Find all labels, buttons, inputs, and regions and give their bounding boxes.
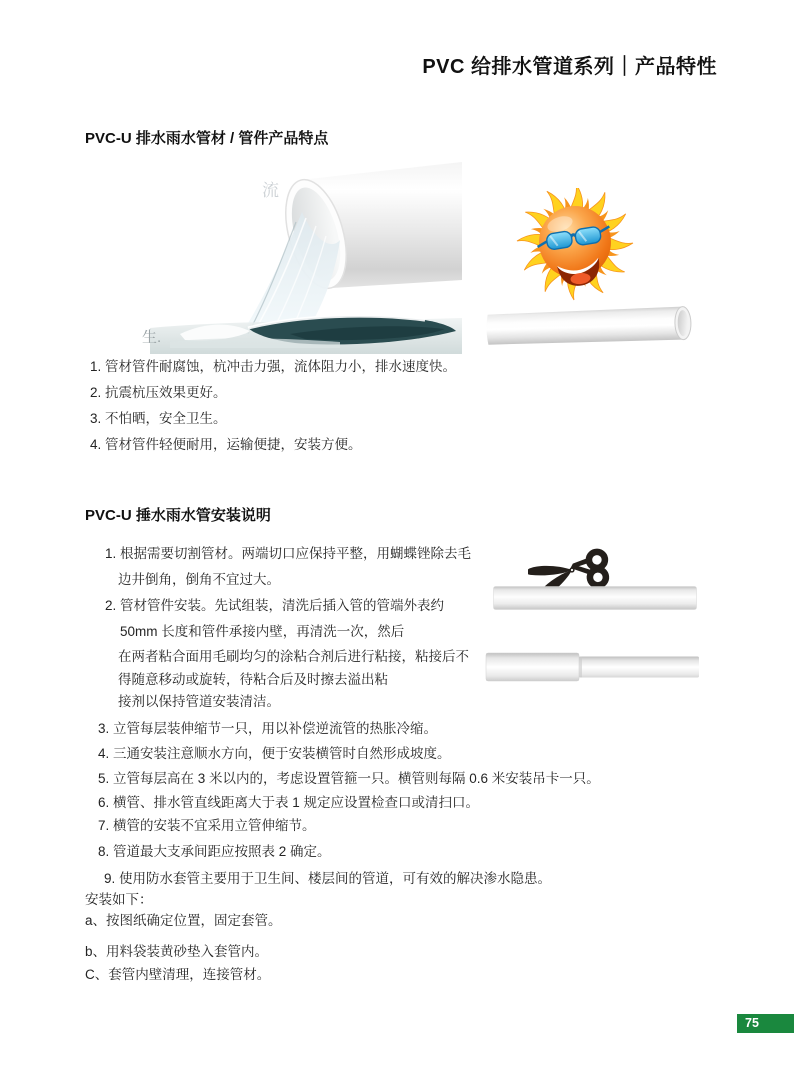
sun-icon: [514, 188, 638, 302]
install-substep-line: b、用料袋装黄砂垫入套管内。: [85, 944, 269, 959]
photo-watermark-bottom: 生.: [142, 329, 162, 346]
install-step-line: 5. 立管每层高在 3 米以内的，考虑设置管箍一只。横管则每隔 0.6 米安装吊卡一只。: [98, 771, 600, 786]
install-step-line: 得随意移动或旋转，待粘合后及时擦去溢出粘: [118, 672, 388, 687]
install-substep-line: C、套管内壁清理，连接管材。: [85, 967, 271, 982]
install-step-line: 接剂以保持管道安装清洁。: [118, 694, 280, 709]
install-substep-line: a、按图纸确定位置，固定套管。: [85, 913, 282, 928]
install-step-line: 边井倒角，倒角不宜过大。: [118, 572, 280, 587]
feature-item: 1. 管材管件耐腐蚀，杭冲击力强，流体阻力小，排水速度快。: [90, 359, 457, 374]
install-step-line: 9. 使用防水套管主要用于卫生间、楼层间的管道，可有效的解决渗水隐患。: [104, 871, 552, 886]
install-step-line: 8. 管道最大支承间距应按照表 2 确定。: [98, 844, 331, 859]
sea-wave: [150, 316, 462, 354]
install-step-line: 3. 立管每层装伸缩节一只，用以补偿逆流管的热胀冷缩。: [98, 721, 438, 736]
pipe-illustration-features: [484, 304, 698, 350]
install-note-label: 安装如下：: [85, 892, 153, 907]
feature-item: 4. 管材管件轻便耐用，运输便捷，安装方便。: [90, 437, 362, 452]
install-step-line: 2. 管材管件安装。先试组装，清洗后插入管的管端外表约: [105, 598, 445, 613]
pipe-outflow-photo: [90, 152, 462, 354]
page-number-badge: 75: [737, 1014, 794, 1033]
section-install-heading: PVC-U 捶水雨水管安装说明: [85, 507, 271, 524]
photo-watermark-top: 流: [262, 181, 279, 200]
install-step-line: 在两者粘合面用毛刷均匀的涂粘合剂后进行粘接，粘接后不: [118, 649, 469, 664]
section-features-heading: PVC-U 排水雨水管材 / 管件产品特点: [85, 130, 329, 147]
install-step-line: 7. 横管的安装不宜采用立管伸缩节。: [98, 818, 316, 833]
pipe-illustration-cutting: [492, 585, 698, 611]
install-step-line: 6. 横管、排水管直线距离大于表 1 规定应设置检查口或清扫口。: [98, 795, 480, 810]
install-step-line: 50mm 长度和管件承接内壁，再清洗一次，然后: [120, 624, 405, 639]
page-header-title: PVC 给排水管道系列｜产品特性: [422, 56, 717, 78]
feature-item: 2. 抗震杭压效果更好。: [90, 385, 227, 400]
install-step-line: 1. 根据需要切割管材。两端切口应保持平整，用蝴蝶锉除去毛: [105, 546, 472, 561]
install-step-line: 4. 三通安装注意顺水方向，便于安装横管时自然形成坡度。: [98, 746, 451, 761]
feature-item: 3. 不怕晒，安全卫生。: [90, 411, 227, 426]
pipe-illustration-joint: [484, 651, 702, 685]
